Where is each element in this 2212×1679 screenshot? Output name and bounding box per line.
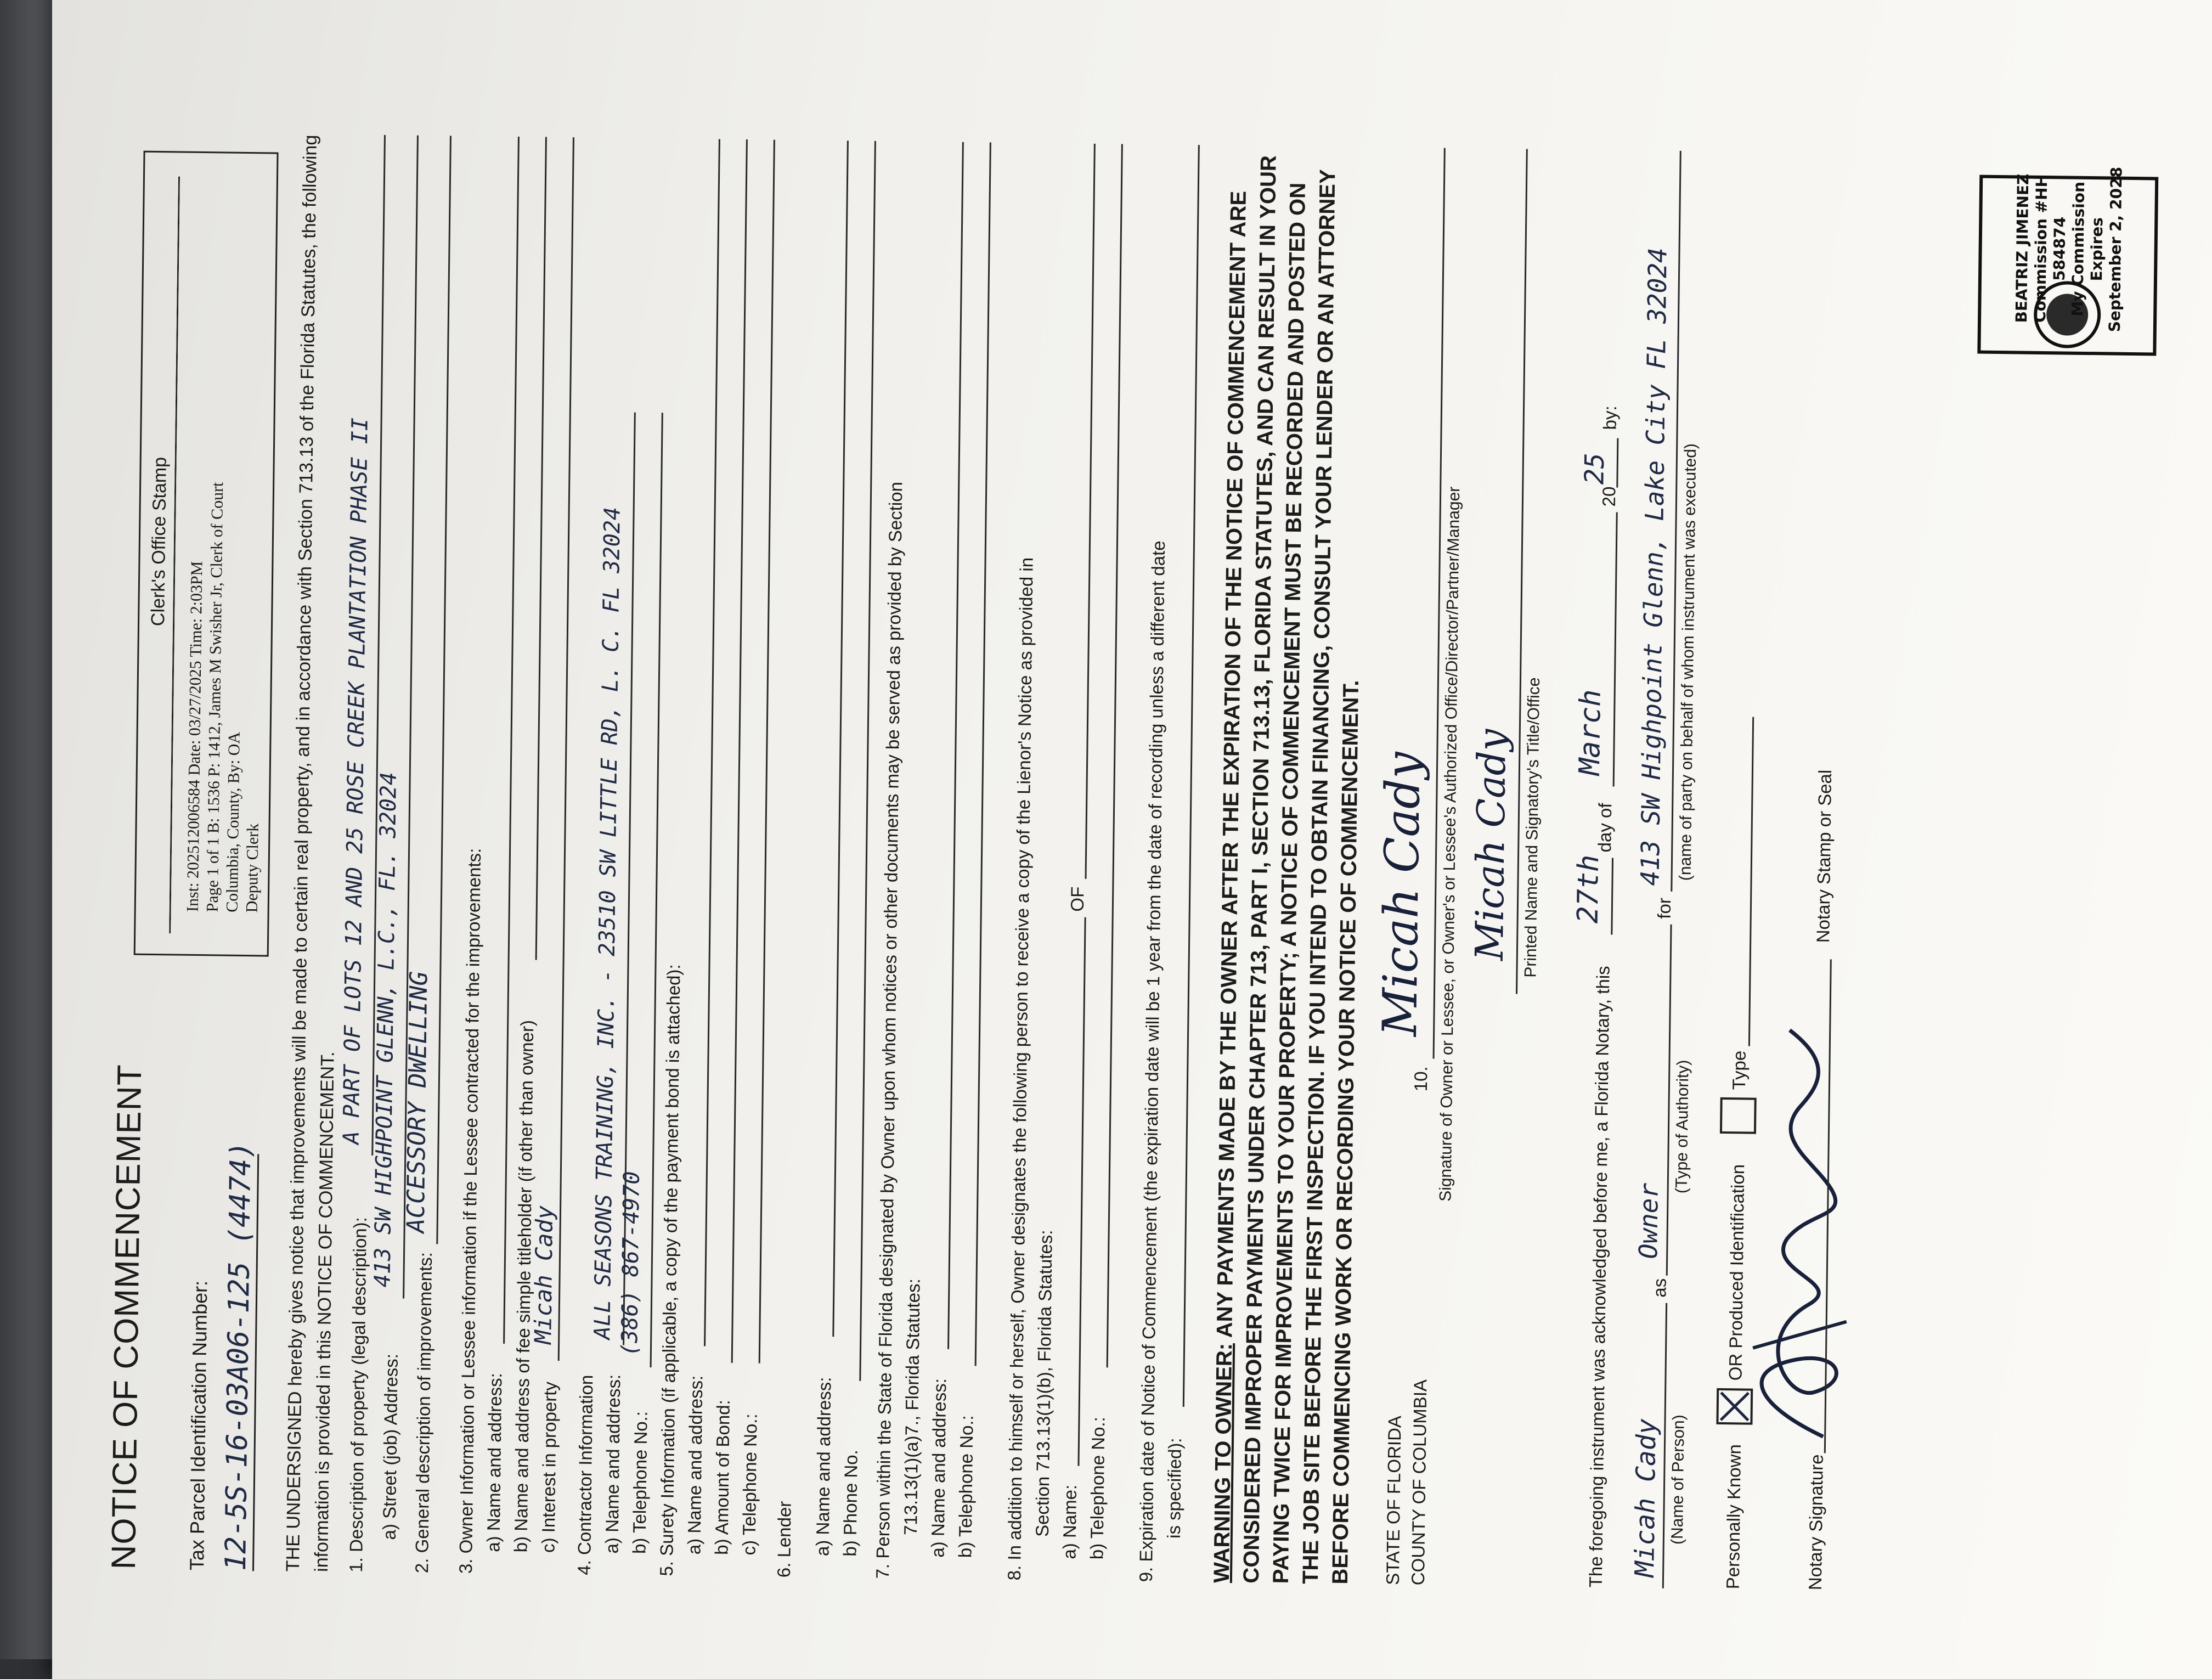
notary-person-name: Micah Cady <box>1629 1418 1662 1577</box>
state-label: STATE OF FLORIDA <box>1382 1415 1405 1585</box>
item-2-line <box>436 136 452 1244</box>
notary-authority-caption: (Type of Authority) <box>1672 1060 1692 1194</box>
warning-lead: WARNING TO OWNER: <box>1209 1343 1237 1584</box>
item-3-label: 3. Owner Information or Lessee information if the Lessee contracted for the improvements: <box>455 848 485 1574</box>
clerk-stamp-title: Clerk's Office Stamp <box>148 457 171 627</box>
warning-to-owner <box>1207 145 1373 1585</box>
parcel-number: 12-5S-16-03A06-125 (4474) <box>219 1154 259 1571</box>
clerk-stamp-line: Page 1 of 1 B: 1536 P: 1412, James M Swisher Jr, Clerk of Court <box>203 482 227 912</box>
notary-ack-text: The foregoing instrument was acknowledged before me, a Florida Notary, this <box>1585 966 1613 1588</box>
item-3c-value: Micah Cady <box>529 1205 558 1345</box>
notary-stamp-label: Notary Stamp or Seal <box>1813 769 1836 943</box>
item-5a-label: a) Name and address: <box>684 1375 707 1555</box>
notary-party-caption: (name of party on behalf of whom instrument was executed) <box>1676 443 1700 881</box>
item-6b-label: b) Phone No. <box>839 1449 861 1557</box>
item-5c-label: c) Telephone No.: <box>738 1413 761 1556</box>
item-7a-label: a) Name and address: <box>927 1378 950 1558</box>
item-6a-label: a) Name and address: <box>812 1377 835 1557</box>
item-7-continued: 713.13(1)(a)7., Florida Statutes: <box>900 1278 924 1536</box>
parcel-label: Tax Parcel Identification Number: <box>185 1280 212 1571</box>
clerk-stamp-line: Inst: 202512006584 Date: 03/27/2025 Time: 2:03PM <box>183 561 206 912</box>
document-title: NOTICE OF COMMENCEMENT <box>104 1064 149 1570</box>
item-4b-value: (386) 867-4970 <box>617 1171 645 1356</box>
item-5b-line <box>731 139 748 1363</box>
item-6a-line <box>832 140 849 1337</box>
item-1a-label: a) Street (job) Address: <box>379 1353 402 1540</box>
item-6b-line <box>859 141 876 1381</box>
item-5b-label: b) Amount of Bond: <box>711 1400 733 1555</box>
owner-signature-caption: Signature of Owner or Lessee, or Owner's or Lessee's Authorized Office/Director/Partner/Manager <box>1436 486 1464 1202</box>
intro-paragraph: THE UNDERSIGNED hereby gives notice that improvements will be made to certain real property, and in accordance with Section 713.13 of the Florida Statutes, the following information is provided in this NOTICE OF COMMENCEMENT. <box>282 134 338 1573</box>
item-7a-line <box>947 142 964 1349</box>
id-type-label: Type <box>1728 1050 1750 1090</box>
item-8a-label: a) Name: <box>1059 1484 1081 1559</box>
item-9-label: 9. Expiration date of Notice of Commencement (the expiration date will be 1 year from the date of recording unless a different date <box>1135 540 1169 1582</box>
printed-name-caption: Printed Name and Signatory's Title/Office <box>1521 677 1544 978</box>
item-8-of: OF <box>1066 886 1088 912</box>
notary-day-of: day of <box>1594 803 1616 853</box>
item-5c-line <box>759 140 775 1364</box>
notary-person-line <box>1662 1303 1667 1588</box>
item-9-continued: is specified): <box>1163 1438 1186 1539</box>
notary-signature-scrawl <box>1719 974 1867 1448</box>
item-3c-label: c) Interest in property <box>538 1381 561 1553</box>
item-1a-value: 413 SW HIGHPOINT GLENN, L.C., FL. 32024 <box>370 771 402 1288</box>
notary-day-line <box>1611 858 1613 934</box>
owner-signature: Micah Cady <box>1373 751 1431 1037</box>
clerk-stamp-line: Deputy Clerk <box>242 823 262 913</box>
item-8-label: 8. In addition to himself or herself, Owner designates the following person to receive a copy of the Lienor's Notice as provided in <box>1003 557 1037 1581</box>
item-5-label: 5. Surety Information (if applicable, a copy of the payment bond is attached): <box>656 964 684 1576</box>
item-4-label: 4. Contractor Information <box>573 1374 597 1575</box>
notary-party: 413 SW Highpoint Glenn, Lake City FL 32024 <box>1635 247 1673 886</box>
notary-month-line <box>1613 512 1618 787</box>
county-label: COUNTY OF COLUMBIA <box>1407 1379 1431 1586</box>
notary-for: for <box>1654 897 1675 919</box>
notary-stamp-name: BEATRIZ JIMENEZ <box>2012 173 2033 323</box>
document-page <box>104 99 2167 1591</box>
item-6-label: 6. Lender <box>773 1501 795 1578</box>
notary-day: 27th <box>1571 854 1606 924</box>
item-7b-label: b) Telephone No.: <box>955 1415 977 1558</box>
item-2-value: ACCESSORY DWELLING <box>402 971 433 1233</box>
notary-month: March <box>1573 689 1607 776</box>
item-4a-label: a) Name and address: <box>601 1374 624 1554</box>
notary-year-prefix: 20 <box>1598 486 1620 507</box>
item-1-label: 1. Description of property (legal description): <box>345 1216 370 1573</box>
item-4a-value: ALL SEASONS TRAINING, INC. - 23510 SW LITTLE RD, L. C. FL 32024 <box>590 506 625 1340</box>
notary-year-line <box>1616 438 1618 488</box>
item-5a-line <box>704 139 720 1346</box>
notary-signature-label: Notary Signature <box>1804 1454 1827 1591</box>
item-9-line <box>1183 145 1200 1407</box>
item-10-label: 10. <box>1410 1066 1431 1092</box>
item-1-value: A PART OF LOTS 12 AND 25 ROSE CREEK PLANTATION PHASE II <box>338 417 373 1145</box>
clerk-stamp-line: Columbia, County, By: OA <box>223 731 244 912</box>
item-8-continued: Section 713.13(1)(b), Florida Statutes: <box>1031 1230 1056 1537</box>
item-4b-label: b) Telephone No.: <box>629 1411 651 1554</box>
item-8b-line <box>1107 144 1123 1367</box>
notary-by: by: <box>1599 405 1621 430</box>
notary-stamp-expires: My Commission Expires <box>2068 181 2107 317</box>
item-7-label: 7. Person within the State of Florida designated by Owner upon whom notices or other documents may be served as provided by Section <box>872 481 906 1579</box>
notary-year: 25 <box>1579 452 1611 485</box>
warning-text: ANY PAYMENTS MADE BY THE OWNER AFTER THE EXPIRATION OF THE NOTICE OF COMMENCEMENT ARE CONSIDERED IMPROPER PAYMENTS UNDER CHAPTER 713, PART I, SECTION 713.13, FLORIDA STATUTES, AND CAN RESULT IN YOUR PAYING TWICE FOR IMPROVEMENTS TO YOUR PROPERTY; A NOTICE OF COMMENCEMENT MUST BE RECORDED AND POSTED ON THE JOB SITE BEFORE THE FIRST INSPECTION. IF YOU INTEND TO OBTAIN FINANCING, CONSULT YOUR LENDER OR AN ATTORNEY BEFORE COMMENCING WORK OR RECORDING YOUR NOTICE OF COMMENCEMENT. <box>1212 155 1363 1585</box>
item-3b-label: b) Name and address of fee simple titleholder (if other than owner) <box>510 1019 538 1553</box>
personally-known-label: Personally Known <box>1722 1444 1745 1590</box>
item-8b-label: b) Telephone No.: <box>1086 1416 1109 1560</box>
notary-authority: Owner <box>1633 1182 1664 1259</box>
notary-stamp-date: September 2, 2028 <box>2105 166 2126 333</box>
notary-person-caption: (Name of Person) <box>1668 1415 1688 1545</box>
printed-name: Micah Cady <box>1466 729 1515 961</box>
produced-id-label: OR Produced Identification <box>1725 1164 1748 1381</box>
notary-stamp-text <box>2012 155 2126 342</box>
notary-stamp-commission: Commission #HH 584874 <box>2031 174 2069 323</box>
item-8a-line <box>1077 917 1086 1466</box>
notary-authority-line <box>1666 925 1672 1276</box>
item-3c-line <box>558 137 574 1361</box>
item-3a-label: a) Name and address: <box>483 1372 506 1552</box>
notary-as: as <box>1649 1278 1670 1298</box>
item-8-of-line <box>1085 144 1096 879</box>
item-2-label: 2. General description of improvements: <box>411 1252 436 1574</box>
item-7b-line <box>975 143 991 1366</box>
item-3b-line <box>535 137 547 960</box>
